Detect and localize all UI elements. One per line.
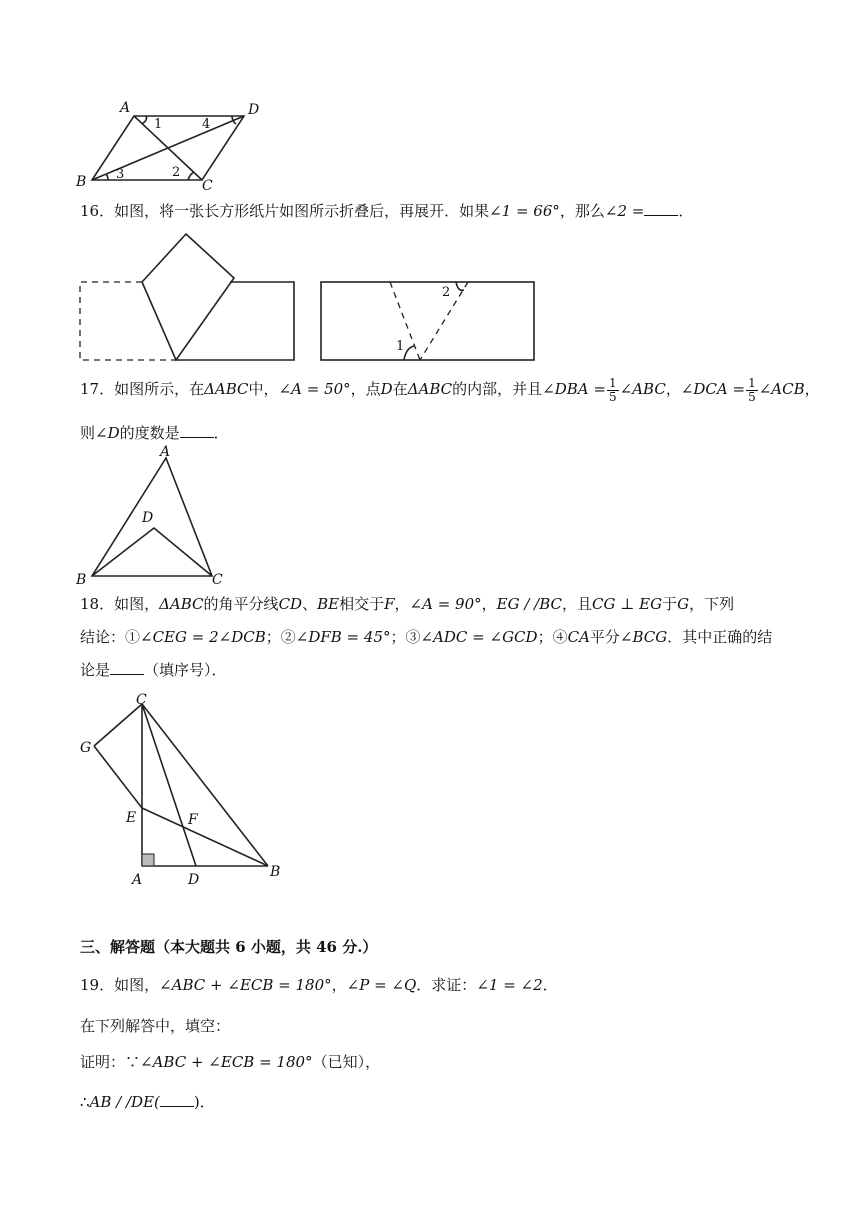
q19-line1: 19．如图，∠ABC + ∠ECB = 180°，∠P = ∠Q．求证：∠1 = ∠2． <box>80 976 558 994</box>
label-B: B <box>270 864 281 880</box>
q18-line1: 18．如图，ΔABC的角平分线CD、BE相交于F，∠A = 90°，EG / /BC，且CG ⊥ EG于G，下列 <box>80 595 735 613</box>
answer-blank-q19[interactable] <box>160 1092 194 1107</box>
label-angle-2: 2 <box>172 165 181 180</box>
label-C: C <box>212 572 223 588</box>
label-A: A <box>120 100 131 116</box>
segment-ge <box>94 746 142 808</box>
label-E: E <box>126 810 137 826</box>
label-D: D <box>248 102 260 118</box>
q19-line2: 在下列解答中，填空： <box>80 1017 231 1035</box>
q17-line1: 17．如图所示，在ΔABC中，∠A = 50°，点D在ΔABC的内部，并且∠DBA = $\frac{1}{5}$ ∠ABC，∠DCA = $\frac{1}{5}$ ∠ACB， <box>80 375 820 404</box>
figure-q15-parallelogram <box>72 96 282 196</box>
label-angle-1: 1 <box>396 339 405 354</box>
q19-line4: ∴AB / /DE( )． <box>80 1093 215 1111</box>
answer-blank-q17[interactable] <box>180 423 214 438</box>
answer-blank-q18[interactable] <box>110 660 144 675</box>
fraction-one-fifth-2: $\frac{1}{5}$ <box>748 375 756 404</box>
folded-flap <box>142 234 234 360</box>
figure-q17-triangle <box>72 444 242 586</box>
label-B: B <box>76 174 87 190</box>
angle-arc-1 <box>404 346 414 360</box>
q18-line2: 结论：①∠CEG = 2∠DCB；②∠DFB = 45°；③∠ADC = ∠GCD；④CA平分∠BCG．其中正确的结 <box>80 628 773 646</box>
label-C: C <box>136 692 147 708</box>
label-A: A <box>160 444 171 460</box>
figure-q18-right-triangle <box>76 694 291 890</box>
q17-line2: 则∠D的度数是 ． <box>80 424 229 442</box>
segment-be <box>142 808 268 866</box>
fraction-one-fifth: $\frac{1}{5}$ <box>608 375 617 404</box>
angle-arc-3 <box>106 174 108 180</box>
right-angle-mark <box>142 854 154 866</box>
label-B: B <box>76 572 87 588</box>
label-angle-3: 3 <box>116 167 125 182</box>
label-G: G <box>80 740 92 756</box>
q18-line3: 论是 （填序号）． <box>80 661 227 679</box>
label-D: D <box>142 510 154 526</box>
side-cb <box>142 704 268 866</box>
figure-q16-folded-paper <box>78 230 538 365</box>
label-C: C <box>202 178 213 194</box>
label-D: D <box>188 872 200 888</box>
label-A: A <box>132 872 143 888</box>
segments-bdc <box>92 528 212 576</box>
label-angle-1: 1 <box>154 117 163 132</box>
segment-cg <box>94 704 142 746</box>
angle-arc-1 <box>142 116 147 124</box>
label-angle-4: 4 <box>202 117 211 132</box>
folded-part-outline <box>80 282 176 360</box>
remaining-rectangle <box>176 282 294 360</box>
angle-arc-2 <box>456 282 464 290</box>
section-3-heading: 三、解答题（本大题共 6 小题，共 46 分.） <box>80 938 378 956</box>
label-angle-2: 2 <box>442 285 451 300</box>
angle-arc-2 <box>188 172 194 180</box>
answer-blank-q16[interactable] <box>644 201 678 216</box>
label-F: F <box>188 812 198 828</box>
segment-cd <box>142 704 196 866</box>
q19-line3: 证明：∵∠ABC + ∠ECB = 180°（已知）， <box>80 1053 381 1071</box>
crease-left <box>390 282 420 360</box>
diagonal-bd <box>92 116 244 180</box>
q16-text: 16．如图，将一张长方形纸片如图所示折叠后，再展开．如果∠1 = 66°，那么∠2 = ． <box>80 202 694 220</box>
